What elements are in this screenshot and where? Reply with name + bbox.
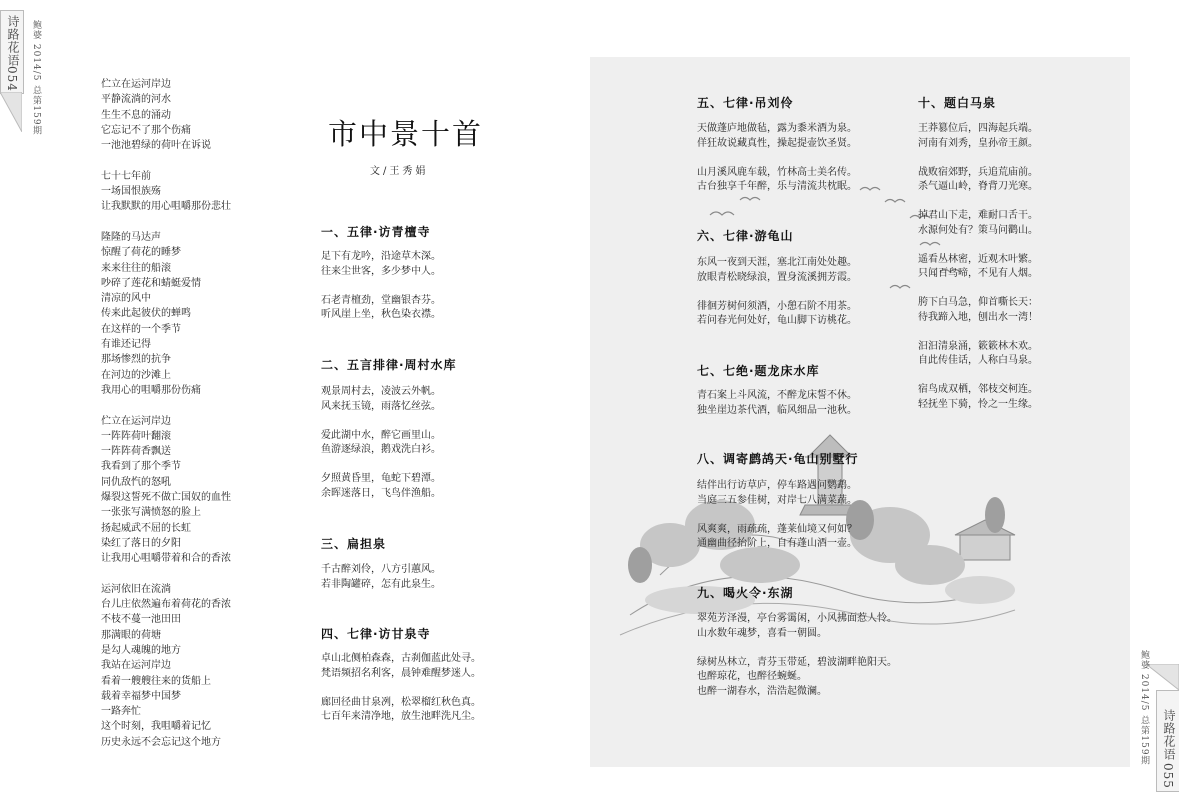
poem-line: 清凉的风中	[101, 293, 151, 305]
verse-line: 七百年来清净地，放生池畔洗凡尘。	[321, 711, 481, 722]
poem-line: 惊醒了荷花的睡梦	[101, 247, 181, 259]
section-title: 六、七律·游龟山	[697, 229, 794, 243]
poem-line: 历史永远不会忘记这个地方	[101, 736, 221, 748]
poem-line: 我用心的咀嚼那份伤痛	[101, 384, 201, 396]
section-title: 四、七律·访甘泉寺	[321, 627, 431, 641]
verse-line: 廊回径曲甘泉冽，松翠榴红秋色真。	[321, 696, 481, 708]
verse-line: 水源何处有？策马问鹳山。	[918, 224, 1038, 236]
stanza-gap	[321, 279, 441, 294]
verse-line: 放眼青松晓绿浪，置身流溪拥芳霞。	[697, 271, 857, 283]
right-column-name: 诗路花语	[1162, 709, 1176, 761]
stanza-gap	[101, 153, 231, 168]
verse-line: 也醉琼花，也醉径蜿蜒。	[697, 671, 807, 682]
poem-line: 我看到了那个季节	[101, 461, 181, 473]
stanza-gap	[918, 238, 1038, 253]
verse-line: 自此传佳话，人称白马泉。	[918, 355, 1038, 366]
right-page-tab	[1156, 690, 1179, 792]
poem-line: 我站在运河岸边	[101, 660, 171, 672]
verse-line: 徘徊芳树何须酒，小憩石阶不用茶。	[697, 300, 857, 312]
poem-line: 平静流淌的河水	[101, 94, 171, 106]
verse-line: 足下有龙吟，沿途草木深。	[321, 251, 441, 262]
poem-line: 伫立在运河岸边	[101, 79, 171, 90]
section-verse	[321, 652, 481, 725]
poem-line: 不枝不蔓一池田田	[101, 614, 181, 626]
verse-line: 绿树丛林立，青芬玉带延，碧波湖畔艳阳天。	[697, 656, 897, 668]
article-title: 市中景十首	[328, 117, 484, 151]
poem-line: 让我默默的用心咀嚼那份悲壮	[101, 201, 231, 213]
verse-line: 河南有刘秀，皇孙帝王颜。	[918, 137, 1038, 149]
verse-line: 梵语频招名利客，晨钟难醒梦迷人。	[321, 667, 481, 679]
stanza-gap	[101, 567, 231, 582]
verse-line: 轻抚坐下骑，怜之一生缘。	[918, 398, 1038, 410]
poem-line: 那满眼的荷塘	[101, 629, 161, 641]
poem-line: 这个时刻，我咀嚼着记忆	[101, 721, 211, 733]
right-page-number: 055	[1161, 763, 1175, 789]
poem-line: 有谁还记得	[101, 339, 151, 351]
verse-line: 爱此湖中水，醉它画里山。	[321, 429, 441, 441]
verse-line: 鱼游逐绿浪，鹅戏洗白衫。	[321, 444, 441, 455]
verse-line: 待我蹄入地，刨出水一湾！	[918, 311, 1038, 323]
stanza-gap	[918, 151, 1038, 166]
poem-line: 伫立在运河岸边	[101, 415, 171, 427]
verse-line: 宿鸟成双栖，邻枝交柯连。	[918, 384, 1038, 395]
stanza-gap	[697, 508, 857, 523]
left-page-number: 054	[5, 66, 19, 92]
stanza-gap	[918, 325, 1038, 340]
poem-line: 是勾人魂魄的地方	[101, 644, 181, 656]
section-title: 十、题白马泉	[918, 96, 997, 110]
verse-line: 胯下白马急，仰首嘶长天：	[918, 297, 1038, 308]
verse-line: 卓山北侧柏森森，古刹伽蓝此处寻。	[321, 653, 481, 664]
stanza-gap	[697, 151, 857, 166]
verse-line: 石老青檀劲，堂幽银杏芬。	[321, 294, 441, 306]
poem-line: 一阵阵荷香飘送	[101, 446, 171, 458]
poem-line: 看着一艘艘往来的货船上	[101, 675, 211, 687]
verse-line: 古台独享千年醉，乐与清流共枕眠。	[697, 181, 857, 192]
section-verse	[697, 256, 857, 329]
verse-line: 若非陶罐碎，怎有此泉生。	[321, 578, 441, 590]
verse-line: 通幽曲径抬阶上，自有蓬山酒一壶。	[697, 538, 857, 549]
verse-line: 山水数年魂梦，喜看一朝圆。	[697, 627, 827, 639]
poem-line: 一阵阵荷叶翻滚	[101, 430, 171, 442]
verse-line: 佯狂故说藏真性，操起提壶饮圣贤。	[697, 137, 857, 149]
poem-line: 在这样的一个季节	[101, 323, 181, 335]
poem-line: 载着幸福梦中国梦	[101, 690, 181, 702]
verse-line: 东风一夜到天涯，塞北江南处处趣。	[697, 257, 857, 268]
section-verse	[321, 563, 441, 592]
section-verse	[918, 122, 1038, 412]
verse-line: 天做蓬庐地做毡，露为黍米酒为泉。	[697, 123, 857, 134]
poem-line: 同仇敌忾的怒吼	[101, 476, 171, 488]
verse-line: 风来抚玉镜，雨落忆丝弦。	[321, 400, 441, 412]
section-verse	[697, 479, 857, 552]
stanza-gap	[101, 215, 231, 230]
stanza-gap	[697, 641, 897, 656]
section-title: 九、喝火令·东湖	[697, 586, 794, 600]
poem-line: 那场惨烈的抗争	[101, 354, 171, 366]
poem-line: 一场国恨族殇	[101, 186, 161, 198]
stanza-gap	[321, 414, 441, 429]
section-title: 八、调寄鹧鸪天·龟山别墅行	[697, 452, 859, 466]
verse-line: 往来尘世客，多少梦中人。	[321, 265, 441, 277]
verse-line: 也醉一湖春水，浩浩起微澜。	[697, 685, 827, 697]
verse-line: 余晖迷落日，飞鸟伴渔船。	[321, 487, 441, 499]
poem-line: 染红了落日的夕阳	[101, 537, 181, 549]
section-title: 三、扁担泉	[321, 537, 387, 551]
stanza-gap	[697, 285, 857, 300]
verse-line: 山月溪风鹿车载，竹林高士美名传。	[697, 166, 857, 178]
section-verse	[697, 122, 857, 195]
left-corner-fold	[0, 92, 22, 132]
verse-line: 掉君山下走，难耐口舌干。	[918, 210, 1038, 221]
section-title: 七、七绝·题龙床水库	[697, 364, 820, 378]
poem-line: 爆裂这誓死不做亡国奴的血性	[101, 492, 231, 504]
verse-line: 独坐崖边茶代酒，临风细品一池秋。	[697, 404, 857, 416]
section-verse	[697, 389, 857, 418]
verse-line: 观景周村去，凌波云外帆。	[321, 386, 441, 397]
section-title: 五、七律·吊刘伶	[697, 96, 794, 110]
poem-line: 在河边的沙滩上	[101, 369, 171, 381]
poem-line: 吵碎了莲花和蜻蜓爱情	[101, 277, 201, 289]
stanza-gap	[321, 681, 481, 696]
verse-line: 翠苑芳泽漫，亭台雾霭闲，小风拂面惹人怜。	[697, 613, 897, 624]
poem-line: 运河依旧在流淌	[101, 583, 171, 595]
verse-line: 青石案上斗风流，不醉龙床誓不休。	[697, 390, 857, 401]
left-issue-line: 鲍婆 2014/5 总第159期	[31, 20, 41, 136]
section-title: 二、五言排律·周村水库	[321, 358, 457, 372]
verse-line: 夕照黄昏里，龟蛇下碧潭。	[321, 473, 441, 484]
stanza-gap	[918, 369, 1038, 384]
verse-line: 汩汩清泉涌，簌簌林木欢。	[918, 340, 1038, 352]
poem-line: 台儿庄依然遍布着荷花的香浓	[101, 599, 231, 611]
verse-line: 当庭三五参佳树，对岸七八满菜蔬。	[697, 494, 857, 506]
verse-line: 风爽爽，雨疏疏，蓬莱仙境又何如？	[697, 523, 857, 535]
verse-line: 千古醉刘伶，八方引蕙风。	[321, 564, 441, 575]
poem-left	[101, 77, 231, 750]
poem-line: 它忘记不了那个伤痛	[101, 124, 191, 136]
poem-line: 一池池碧绿的荷叶在诉说	[101, 140, 211, 152]
poem-line: 来来往往的船滚	[101, 262, 171, 274]
poem-line: 一路奔忙	[101, 706, 141, 718]
verse-line: 结伴出行访草庐，停车路遇问鹦鹉。	[697, 480, 857, 491]
poem-line: 传来此起彼伏的蝉鸣	[101, 308, 191, 320]
stanza-gap	[321, 458, 441, 473]
stanza-gap	[918, 282, 1038, 297]
poem-line: 七十七年前	[101, 170, 151, 182]
verse-line: 若问春光何处好，龟山脚下访桃花。	[697, 315, 857, 326]
verse-line: 杀气逼山岭，脊背刀光寒。	[918, 181, 1038, 192]
verse-line: 只闻百鸟啼，不见有人烟。	[918, 268, 1038, 279]
left-page-tab	[0, 10, 24, 94]
verse-line: 听风崖上坐，秋色染衣襟。	[321, 309, 441, 320]
poem-line: 扬起威武不屈的长虹	[101, 522, 191, 534]
poem-line: 一张张写满愤怒的脸上	[101, 507, 201, 519]
section-verse	[321, 385, 441, 501]
article-author: 文/王秀娟	[370, 166, 429, 177]
verse-line: 王莽篡位后，四海起兵端。	[918, 123, 1038, 134]
right-issue-line: 鲍婆 2014/5 总第159期	[1139, 650, 1149, 766]
verse-line: 战败宿郊野，兵追荒庙前。	[918, 166, 1038, 178]
section-title: 一、五律·访青檀寺	[321, 225, 431, 239]
section-verse	[321, 250, 441, 323]
poem-line: 让我用心咀嚼带着和合的香浓	[101, 553, 231, 565]
poem-line: 隆隆的马达声	[101, 231, 161, 243]
stanza-gap	[918, 195, 1038, 210]
section-verse	[697, 612, 897, 699]
poem-line: 生生不息的涌动	[101, 109, 171, 121]
left-column-name: 诗路花语	[6, 15, 20, 67]
stanza-gap	[101, 398, 231, 413]
verse-line: 遥看丛林密，近观木叶繁。	[918, 253, 1038, 265]
